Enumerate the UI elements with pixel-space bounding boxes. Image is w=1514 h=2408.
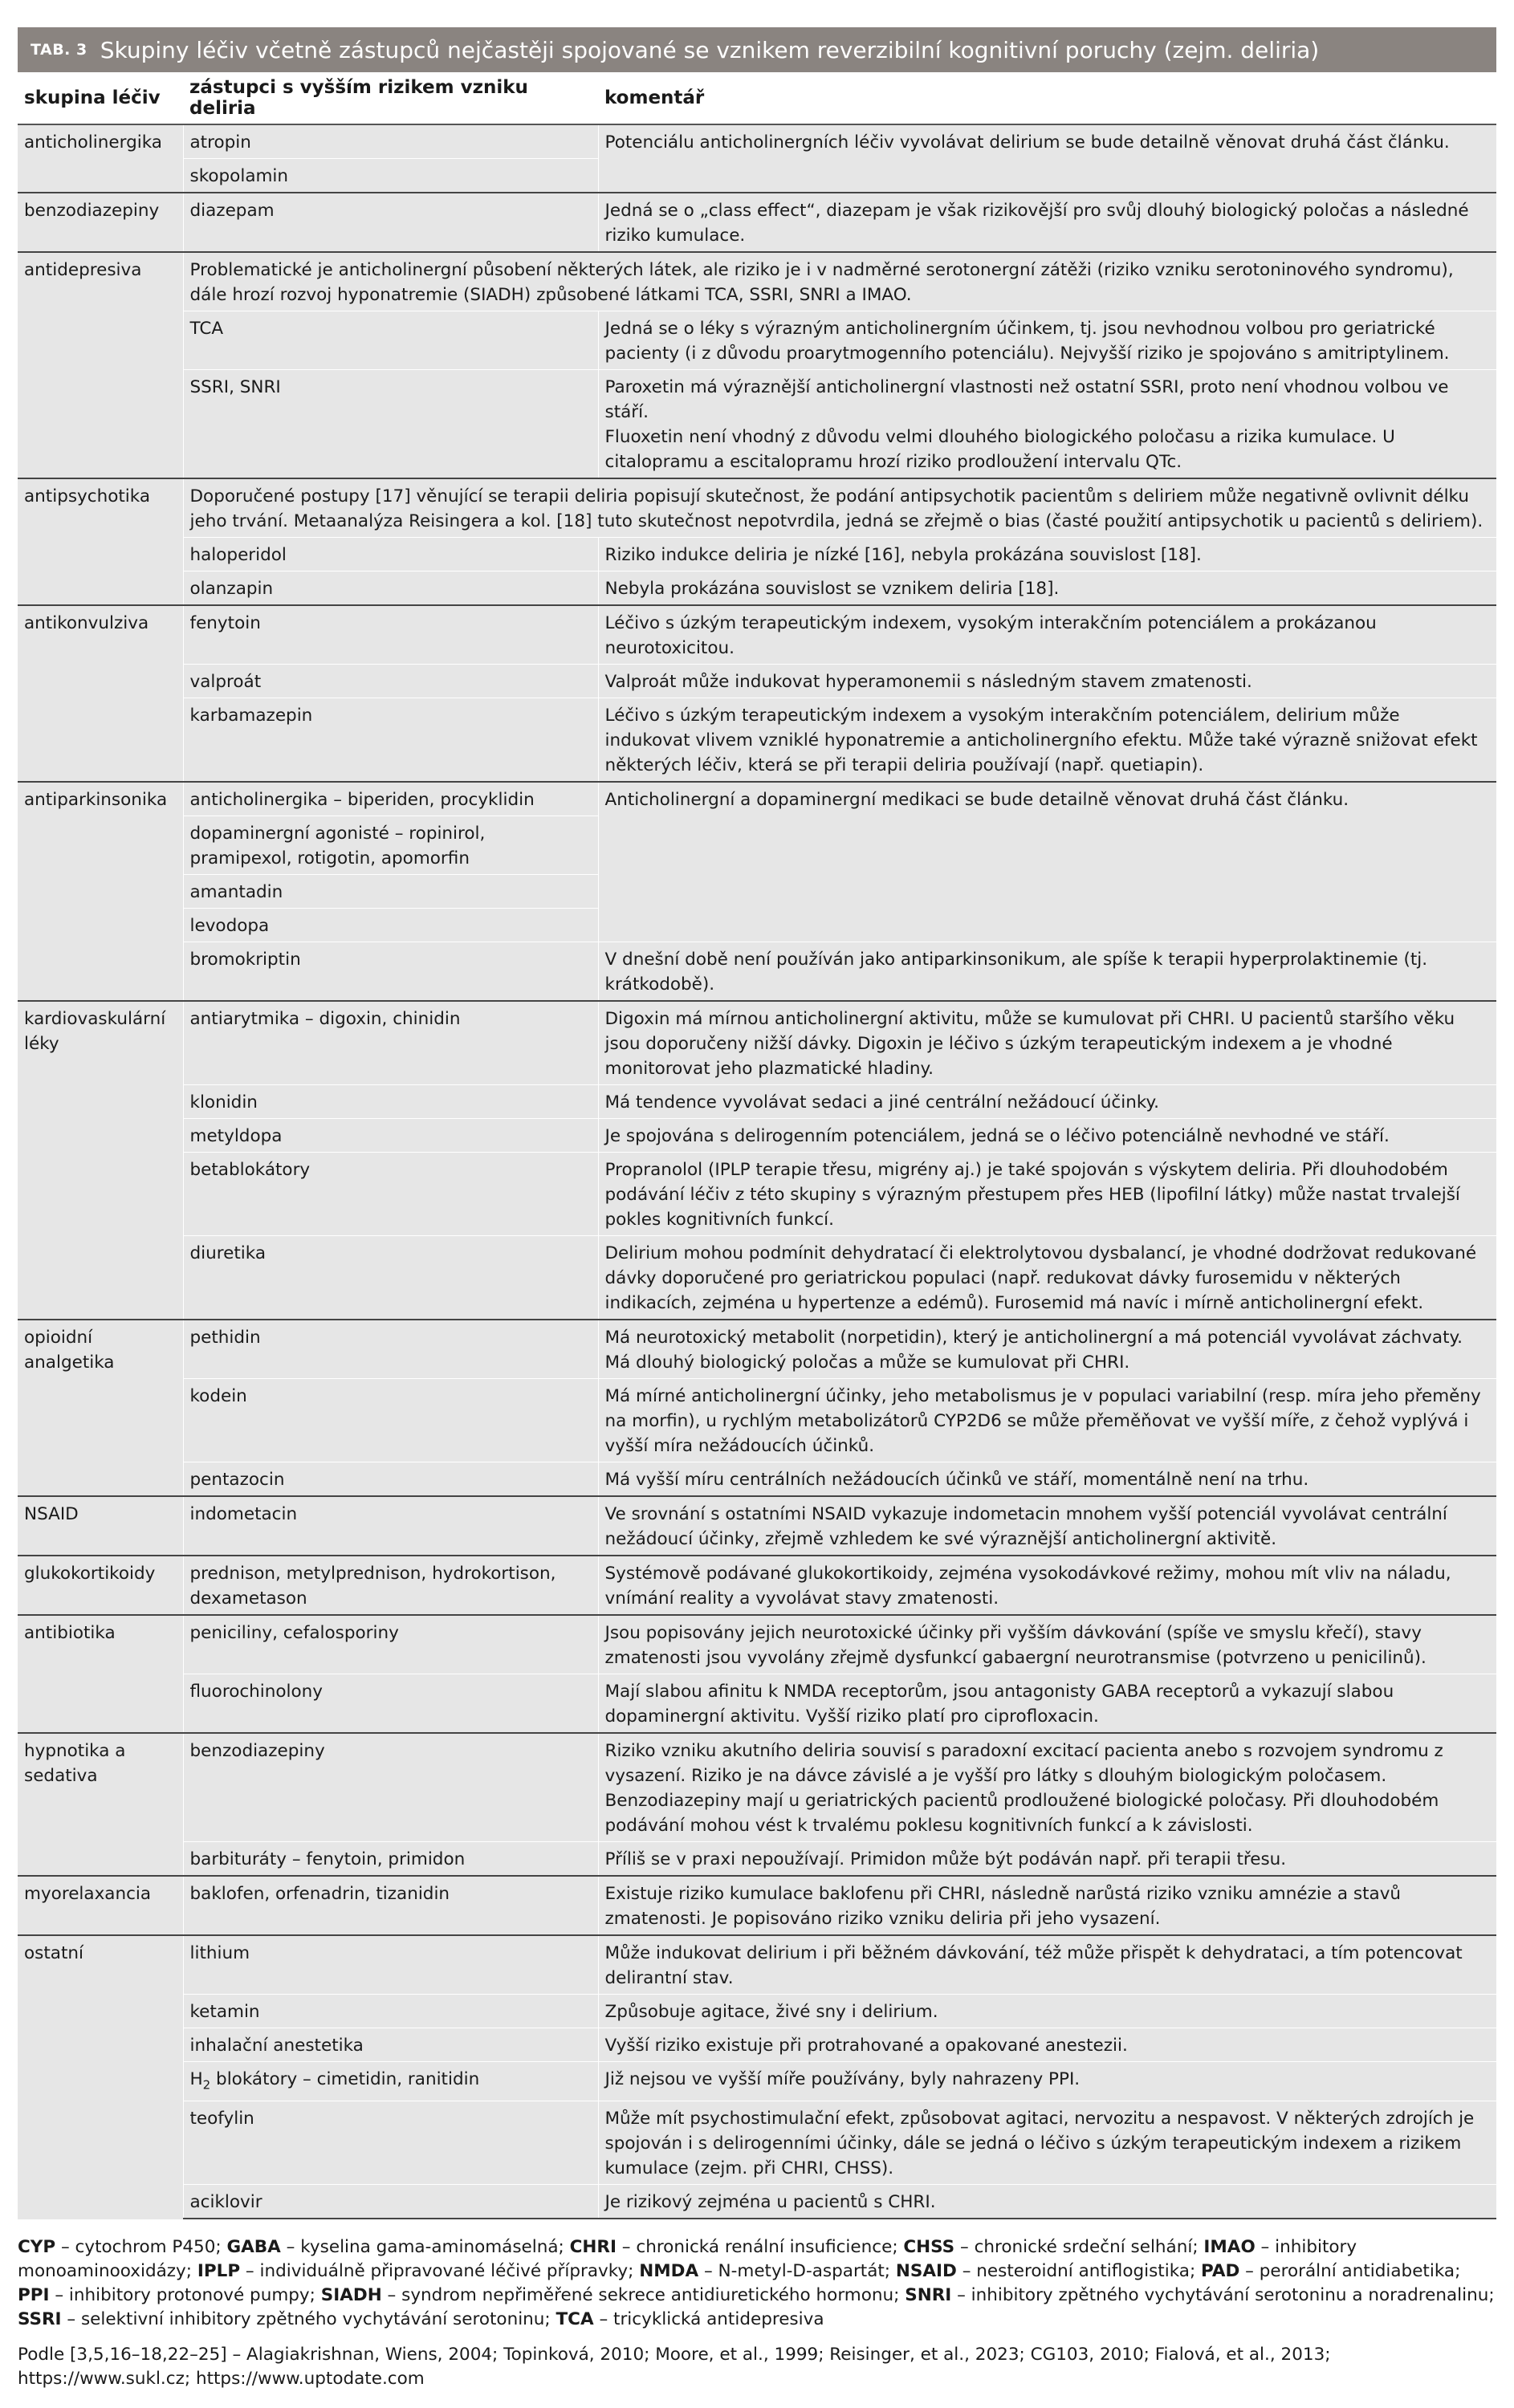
table-row [18, 193, 1496, 252]
comment-cell: Potenciálu anticholinergních léčiv vyvolávat delirium se bude detailně věnovat druhá část článku. [598, 124, 1496, 193]
group-name: antiparkinsonika [18, 782, 183, 1001]
sources: Podle [3,5,16–18,22–25] – Alagiakrishnan, Wiens, 2004; Topinková, 2010; Moore, et al., 1999; Reisinger, et al., 2023; CG103, 2010; Fialová, et al., 2013; https://www.sukl.cz; https://www.uptodate.com [18, 2345, 1331, 2390]
abbreviations [18, 2235, 1496, 2332]
abbr-def: – individuálně připravované léčivé přípravky; [240, 2261, 640, 2282]
comment-cell: Má tendence vyvolávat sedaci a jiné centrální nežádoucí účinky. [598, 1085, 1496, 1119]
comment-cell: Mají slabou afinitu k NMDA receptorům, jsou antagonisty GABA receptorů a vykazují slabou dopaminergní aktivitu. Vyšší riziko platí pro ciprofloxacin. [598, 1674, 1496, 1734]
comment-cell: Systémově podávané glukokortikoidy, zejména vysokodávkové režimy, mohou mít vliv na náladu, vnímání reality a vyvolávat stavy zmatenosti. [598, 1556, 1496, 1615]
abbr-def: – chronická renální insuficience; [616, 2237, 904, 2258]
comment-cell: Digoxin má mírnou anticholinergní aktivitu, může se kumulovat při CHRI. U pacientů staršího věku jsou doporučeny nižší dávky. Digoxin je léčivo s úzkým terapeutickým indexem a je vhodné monitorovat jeho plazmatické hladiny. [598, 1001, 1496, 1085]
header-row [18, 72, 1496, 124]
abbr-def: – tricyklická antidepresiva [593, 2309, 824, 2330]
abbr-term: IMAO [1203, 2237, 1256, 2258]
abbr-term: IPLP [197, 2261, 241, 2282]
comment-cell: Nebyla prokázána souvislost se vznikem deliria [18]. [598, 571, 1496, 606]
abbr-def: – kyselina gama-aminomáselná; [280, 2237, 570, 2258]
group-name: antikonvulziva [18, 605, 183, 782]
group-name: ostatní [18, 1935, 183, 2219]
table-row [18, 252, 1496, 311]
abbr-def: – nesteroidní antiflogistika; [956, 2261, 1202, 2282]
abbr-def: – syndrom nepřiměřené sekrece antidiuretického hormonu; [381, 2285, 906, 2306]
table-row [18, 1236, 1496, 1320]
abbr-term: CHRI [569, 2237, 617, 2258]
agent-cell: aciklovir [183, 2185, 598, 2219]
agent-cell: metyldopa [183, 1119, 598, 1153]
agent-cell: TCA [183, 311, 598, 370]
agent-cell: atropin [183, 124, 598, 159]
table-row [18, 605, 1496, 665]
abbr-def: – chronické srdeční selhání; [954, 2237, 1204, 2258]
agent-suffix: blokátory – cimetidin, ranitidin [210, 2069, 480, 2089]
comment-cell: Valproát může indukovat hyperamonemii s následným stavem zmatenosti. [598, 665, 1496, 698]
abbr-def: – perorální antidiabetika; [1239, 2261, 1461, 2282]
table-row [18, 1085, 1496, 1119]
table-footer [18, 2235, 1496, 2391]
table-row [18, 1462, 1496, 1497]
agent-cell: diazepam [183, 193, 598, 252]
header-group: skupina léčiv [18, 72, 183, 124]
table-row [18, 370, 1496, 479]
header-agents: zástupci s vyšším rizikem vzniku deliria [183, 72, 598, 124]
abbr-term: GABA [226, 2237, 281, 2258]
group-name: hypnotika a sedativa [18, 1733, 183, 1876]
comment-cell [598, 370, 1496, 479]
abbr-def: – selektivní inhibitory zpětného vychytávání serotoninu; [61, 2309, 556, 2330]
abbr-def: – inhibitory monoaminooxidázy; [18, 2237, 1357, 2282]
agent-subscript: 2 [202, 2077, 211, 2093]
group-intro: Problematické je anticholinergní působení některých látek, ale riziko je i v nadměrné serotonergní zátěži (riziko vzniku serotoninového syndromu), dále hrozí rozvoj hyponatremie (SIADH) způsobené látkami TCA, SSRI, SNRI a IMAO. [183, 252, 1496, 311]
table-row [18, 571, 1496, 606]
abbr-term: PPI [18, 2285, 50, 2306]
comment-cell: Anticholinergní a dopaminergní medikaci se bude detailně věnovat druhá část článku. [598, 782, 1496, 942]
table-row [18, 1995, 1496, 2028]
comment-cell: Má vyšší míru centrálních nežádoucích účinků ve stáří, momentálně není na trhu. [598, 1462, 1496, 1497]
abbr-term: NMDA [639, 2261, 699, 2282]
agent-cell: teofylin [183, 2101, 598, 2185]
agent-cell: skopolamin [183, 159, 598, 193]
agent-cell: SSRI, SNRI [183, 370, 598, 479]
comment-cell: Příliš se v praxi nepoužívají. Primidon může být podáván např. při terapii třesu. [598, 1842, 1496, 1877]
comment-cell: Delirium mohou podmínit dehydratací či elektrolytovou dysbalancí, je vhodné dodržovat redukované dávky doporučené pro geriatrickou populaci (např. redukovat dávky furosemidu v některých indikacích, zejména u hypertenze a edémů). Furosemid má navíc i mírně anticholinergní efekt. [598, 1236, 1496, 1320]
agent-cell: barbituráty – fenytoin, primidon [183, 1842, 598, 1877]
table-row [18, 1842, 1496, 1877]
comment-cell: Způsobuje agitace, živé sny i delirium. [598, 1995, 1496, 2028]
agent-cell: indometacin [183, 1496, 598, 1556]
group-name: myorelaxancia [18, 1876, 183, 1935]
comment-cell: Riziko vzniku akutního deliria souvisí s paradoxní excitací pacienta anebo s rozvojem syndromu z vysazení. Riziko je na dávce závislé a je vyšší pro látky s dlouhým biologickým poločasem. Benzodiazepiny mají u geriatrických pacientů prodloužené biologické poločasy. Při dlouhodobém podávání mohou vést k trvalému poklesu kognitivních funkcí a k závislosti. [598, 1733, 1496, 1842]
comment-cell: Jedná se o „class effect“, diazepam je však rizikovější pro svůj dlouhý biologický poločas a následné riziko kumulace. [598, 193, 1496, 252]
comment-cell: Jsou popisovány jejich neurotoxické účinky při vyšším dávkování (spíše ve smyslu křečí), stavy zmatenosti jsou vyvolány zřejmě dysfunkcí gabaergní neurotransmise (potvrzeno u penicilinů). [598, 1615, 1496, 1674]
agent-cell: diuretika [183, 1236, 598, 1320]
agent-cell: levodopa [183, 909, 598, 942]
table-number: TAB. 3 [31, 41, 88, 59]
agent-cell: baklofen, orfenadrin, tizanidin [183, 1876, 598, 1935]
group-name: opioidní analgetika [18, 1320, 183, 1496]
group-name: kardiovaskulární léky [18, 1001, 183, 1320]
abbr-term: SIADH [320, 2285, 382, 2306]
table-row [18, 942, 1496, 1002]
comment-cell: Je spojována s delirogenním potenciálem, jedná se o léčivo potenciálně nevhodné ve stáří. [598, 1119, 1496, 1153]
table-row [18, 782, 1496, 816]
agent-cell: valproát [183, 665, 598, 698]
abbr-term: TCA [556, 2309, 594, 2330]
group-name: antidepresiva [18, 252, 183, 478]
table-row [18, 1674, 1496, 1734]
table-row [18, 1153, 1496, 1236]
agent-cell: fluorochinolony [183, 1674, 598, 1734]
comment-line: Paroxetin má výraznější anticholinergní vlastnosti než ostatní SSRI, proto není vhodnou volbou ve stáří. [604, 377, 1449, 422]
abbr-def: – inhibitory zpětného vychytávání serotoninu a noradrenalinu; [951, 2285, 1495, 2306]
agent-cell: kodein [183, 1379, 598, 1462]
table-row [18, 478, 1496, 538]
comment-cell: Již nejsou ve vyšší míře používány, byly nahrazeny PPI. [598, 2062, 1496, 2101]
group-name: anticholinergika [18, 124, 183, 193]
table-title: Skupiny léčiv včetně zástupců nejčastěji spojované se vznikem reverzibilní kognitivní poruchy (zejm. deliria) [100, 36, 1320, 63]
agent-cell: amantadin [183, 875, 598, 909]
comment-cell: Má neurotoxický metabolit (norpetidin), který je anticholinergní a má potenciál vyvolávat záchvaty. Má dlouhý biologický poločas a může se kumulovat při CHRI. [598, 1320, 1496, 1379]
agent-cell: dopaminergní agonisté – ropinirol, pramipexol, rotigotin, apomorfin [183, 816, 598, 875]
table-row [18, 2028, 1496, 2062]
table-row [18, 311, 1496, 370]
group-intro: Doporučené postupy [17] věnující se terapii deliria popisují skutečnost, že podání antipsychotik pacientům s deliriem může negativně ovlivnit délku jeho trvání. Metaanalýza Reisingera a kol. [18] tuto skutečnost nepotvrdila, jedná se zřejmě o bias (časté použití antipsychotik u pacientů s deliriem). [183, 478, 1496, 538]
comment-line: Fluoxetin není vhodný z důvodu velmi dlouhého biologického poločasu a rizika kumulace. U citalopramu a escitalopramu hrozí riziko prodloužení intervalu QTc. [604, 427, 1395, 472]
table-row [18, 1556, 1496, 1615]
comment-cell: Je rizikový zejména u pacientů s CHRI. [598, 2185, 1496, 2219]
drug-table [18, 72, 1496, 2219]
comment-cell: Vyšší riziko existuje při protrahované a opakované anestezii. [598, 2028, 1496, 2062]
agent-cell: betablokátory [183, 1153, 598, 1236]
header-comment: komentář [598, 72, 1496, 124]
comment-cell: Existuje riziko kumulace baklofenu při CHRI, následně narůstá riziko vzniku amnézie a stavů zmatenosti. Je popisováno riziko vzniku deliria při jeho vysazení. [598, 1876, 1496, 1935]
comment-cell: Léčivo s úzkým terapeutickým indexem a vysokým interakčním potenciálem, delirium může indukovat vlivem vzniklé hyponatremie a anticholinergního efektu. Může také výrazně snižovat efekt některých léčiv, která se při terapii deliria používají (např. quetiapin). [598, 698, 1496, 783]
agent-cell [183, 2062, 598, 2101]
agent-cell: klonidin [183, 1085, 598, 1119]
comment-cell: Může mít psychostimulační efekt, způsobovat agitaci, nervozitu a nespavost. V některých zdrojích je spojován i s delirogenními účinky, dále se jedná o léčivo s úzkým terapeutickým indexem a rizikem kumulace (zejm. při CHRI, CHSS). [598, 2101, 1496, 2185]
agent-cell: inhalační anestetika [183, 2028, 598, 2062]
table-row [18, 1935, 1496, 1995]
group-name: benzodiazepiny [18, 193, 183, 252]
table-row [18, 2185, 1496, 2219]
table-row [18, 698, 1496, 783]
agent-cell: antiarytmika – digoxin, chinidin [183, 1001, 598, 1085]
agent-cell: karbamazepin [183, 698, 598, 783]
table-row [18, 1615, 1496, 1674]
table-row [18, 1320, 1496, 1379]
table-title-bar [18, 27, 1496, 72]
abbr-term: PAD [1201, 2261, 1240, 2282]
comment-cell: V dnešní době není používán jako antiparkinsonikum, ale spíše k terapii hyperprolaktinemie (tj. krátkodobě). [598, 942, 1496, 1002]
agent-cell: benzodiazepiny [183, 1733, 598, 1842]
abbr-def: – cytochrom P450; [55, 2237, 227, 2258]
comment-cell: Ve srovnání s ostatními NSAID vykazuje indometacin mnohem vyšší potenciál vyvolávat centrální nežádoucí účinky, zřejmě vzhledem ke své výraznější anticholinergní aktivitě. [598, 1496, 1496, 1556]
table-row [18, 1733, 1496, 1842]
agent-cell: haloperidol [183, 538, 598, 571]
table-row [18, 1876, 1496, 1935]
table-row [18, 1119, 1496, 1153]
abbr-term: SNRI [905, 2285, 952, 2306]
table-row [18, 538, 1496, 571]
group-name: NSAID [18, 1496, 183, 1556]
comment-cell: Propranolol (IPLP terapie třesu, migrény aj.) je také spojován s výskytem deliria. Při dlouhodobém podávání léčiv z této skupiny s výrazným přestupem přes HEB (lipofilní látky) může nastat trvalejší pokles kognitivních funkcí. [598, 1153, 1496, 1236]
page [18, 27, 1496, 2391]
comment-cell: Jedná se o léky s výrazným anticholinergním účinkem, tj. jsou nevhodnou volbou pro geriatrické pacienty (i z důvodu proarytmogenního potenciálu). Nejvyšší riziko je spojováno s amitriptylinem. [598, 311, 1496, 370]
abbr-def: – N-metyl-D-aspartát; [698, 2261, 896, 2282]
agent-cell: ketamin [183, 1995, 598, 2028]
agent-cell: lithium [183, 1935, 598, 1995]
group-name: antibiotika [18, 1615, 183, 1733]
table-row [18, 1001, 1496, 1085]
agent-cell: fenytoin [183, 605, 598, 665]
table-row [18, 1496, 1496, 1556]
table-row [18, 1379, 1496, 1462]
agent-prefix: H [189, 2069, 203, 2089]
table-row [18, 124, 1496, 159]
group-name: antipsychotika [18, 478, 183, 605]
group-name: glukokortikoidy [18, 1556, 183, 1615]
agent-cell: pentazocin [183, 1462, 598, 1497]
comment-cell: Má mírné anticholinergní účinky, jeho metabolismus je v populaci variabilní (resp. míra jeho přeměny na morfin), u rychlým metabolizátorů CYP2D6 se může přeměňovat ve vyšší míře, z čehož vyplývá i vyšší míra nežádoucích účinků. [598, 1379, 1496, 1462]
agent-cell: anticholinergika – biperiden, procyklidin [183, 782, 598, 816]
abbr-def: – inhibitory protonové pumpy; [49, 2285, 321, 2306]
comment-cell: Může indukovat delirium i při běžném dávkování, též může přispět k dehydrataci, a tím potencovat delirantní stav. [598, 1935, 1496, 1995]
abbr-term: SSRI [18, 2309, 62, 2330]
table-row [18, 665, 1496, 698]
agent-cell: olanzapin [183, 571, 598, 606]
agent-cell: peniciliny, cefalosporiny [183, 1615, 598, 1674]
agent-cell: prednison, metylprednison, hydrokortison, dexametason [183, 1556, 598, 1615]
abbr-term: NSAID [895, 2261, 957, 2282]
abbr-term: CYP [18, 2237, 56, 2258]
agent-cell: pethidin [183, 1320, 598, 1379]
table-row [18, 2101, 1496, 2185]
comment-cell: Léčivo s úzkým terapeutickým indexem, vysokým interakčním potenciálem a prokázanou neurotoxicitou. [598, 605, 1496, 665]
table-row [18, 2062, 1496, 2101]
abbr-term: CHSS [903, 2237, 955, 2258]
comment-cell: Riziko indukce deliria je nízké [16], nebyla prokázána souvislost [18]. [598, 538, 1496, 571]
agent-cell: bromokriptin [183, 942, 598, 1002]
